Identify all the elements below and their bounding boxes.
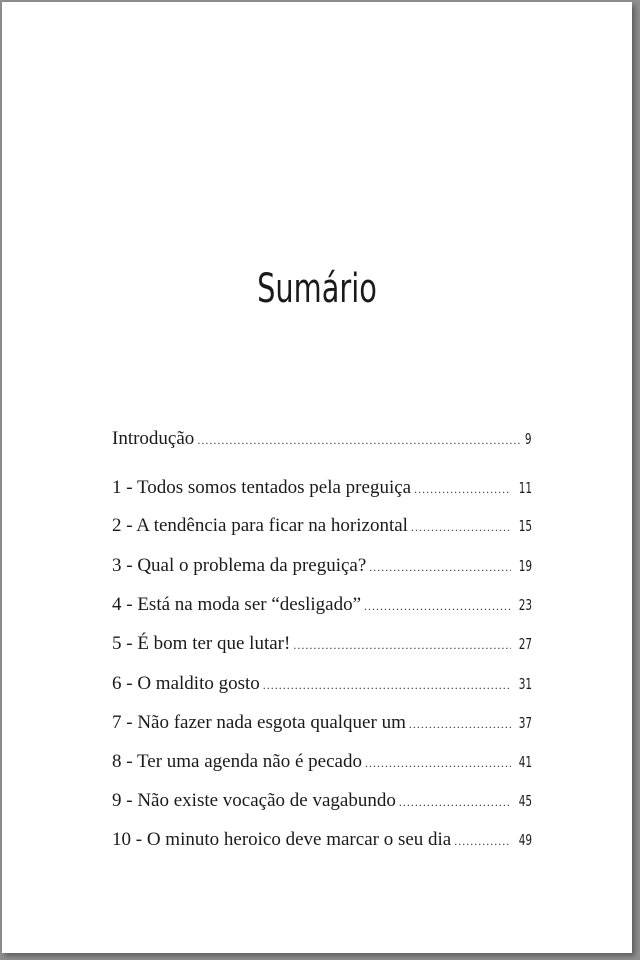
toc-entry-label: Introdução — [112, 428, 195, 449]
toc-entry-label: 6 - O maldito gosto — [112, 673, 260, 694]
toc-entry-page-number: 31 — [518, 675, 532, 693]
dot-leader — [409, 717, 511, 732]
dot-leader — [414, 482, 511, 497]
toc-entry-page-number: 41 — [518, 753, 532, 771]
toc-entry-chapter-8 — [112, 751, 532, 773]
toc-entry-chapter-1 — [112, 477, 532, 499]
page-title: Sumário — [257, 266, 377, 312]
toc-entry-page-number: 9 — [525, 430, 532, 448]
dot-leader — [399, 795, 511, 810]
dot-leader — [411, 520, 511, 535]
dot-leader — [454, 834, 511, 849]
toc-entry-label: 7 - Não fazer nada esgota qualquer um — [112, 712, 406, 733]
toc-entry-chapter-6 — [112, 673, 532, 695]
toc-entry-label: 4 - Está na moda ser “desligado” — [112, 594, 362, 615]
toc-entry-page-number: 37 — [518, 714, 532, 732]
dot-leader — [197, 433, 520, 448]
book-page — [2, 2, 632, 953]
toc-entry-chapter-9 — [112, 790, 532, 812]
dot-leader — [263, 678, 511, 693]
toc-entry-page-number: 19 — [518, 557, 532, 575]
toc-entry-page-number: 15 — [518, 517, 532, 535]
toc-entry-label: 8 - Ter uma agenda não é pecado — [112, 751, 362, 772]
toc-entry-page-number: 23 — [518, 596, 532, 614]
toc-entry-page-number: 27 — [518, 635, 532, 653]
toc-entry-chapter-2 — [112, 515, 532, 537]
dot-leader — [293, 638, 511, 653]
dot-leader — [364, 599, 511, 614]
toc-entry-introduction — [112, 428, 532, 450]
toc-entry-label: 5 - É bom ter que lutar! — [112, 633, 291, 654]
dot-leader — [369, 560, 511, 575]
toc-entry-chapter-10 — [112, 829, 532, 851]
toc-entry-label: 9 - Não existe vocação de vagabundo — [112, 790, 396, 811]
toc-entry-chapter-7 — [112, 712, 532, 734]
toc-entry-page-number: 45 — [518, 792, 532, 810]
toc-entry-chapter-5 — [112, 633, 532, 655]
toc-entry-chapter-3 — [112, 555, 532, 577]
toc-entry-page-number: 49 — [518, 831, 532, 849]
toc-entry-page-number: 11 — [518, 479, 532, 497]
toc-entry-chapter-4 — [112, 594, 532, 616]
toc-entry-label: 2 - A tendência para ficar na horizontal — [112, 515, 408, 536]
toc-entry-label: 10 - O minuto heroico deve marcar o seu dia — [112, 829, 452, 850]
dot-leader — [365, 756, 511, 771]
toc-entry-label: 3 - Qual o problema da preguiça? — [112, 555, 367, 576]
toc-entry-label: 1 - Todos somos tentados pela preguiça — [112, 477, 412, 498]
